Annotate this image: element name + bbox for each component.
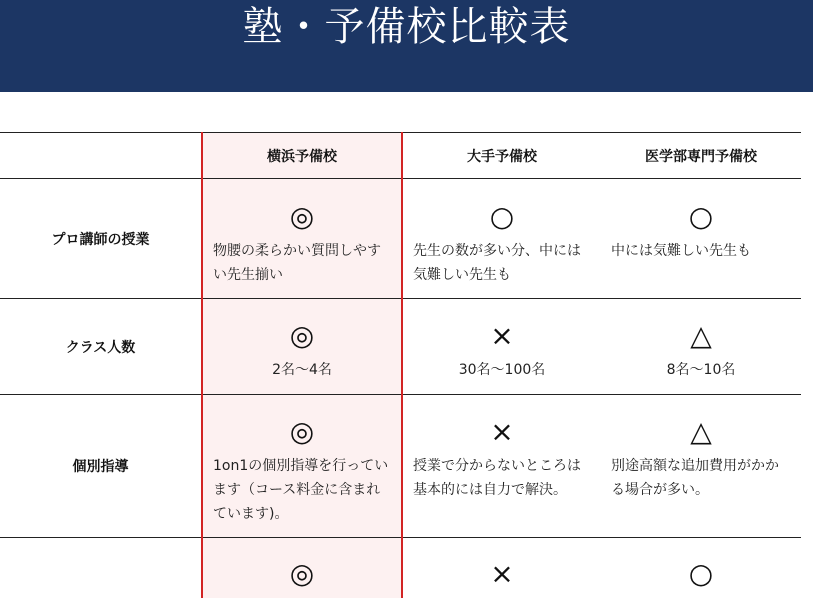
table-cell [402,538,601,598]
table-cell [601,299,801,395]
cell-text: 先生の数が多い分、中には気難しい先生も [413,243,581,283]
table-cell [202,538,402,598]
comparison-table [0,132,801,598]
rating-symbol: ◎ [289,319,315,352]
table-cell [202,179,402,299]
table-cell [601,395,801,538]
header-yokohama-yobiko: 横浜予備校 [202,133,402,179]
table-row [0,299,801,395]
cell-text: 2名〜4名 [272,362,332,378]
page-title: 塾・予備校比較表 [242,4,571,50]
cell-text: 1on1の個別指導を行っています（コース料金に含まれています)。 [213,458,389,522]
table-cell [202,395,402,538]
table-row [0,179,801,299]
title-banner [0,0,813,92]
rating-symbol: × [490,319,514,352]
rating-symbol: ○ [688,557,714,590]
rating-symbol: △ [690,319,712,352]
table-header-row [0,133,801,179]
table-cell [402,299,601,395]
table-row [0,538,801,598]
header-empty [0,133,202,179]
cell-text: 授業で分からないところは基本的には自力で解決。 [413,458,581,498]
table-row [0,395,801,538]
rating-symbol: × [490,557,514,590]
cell-text: 中には気難しい先生も [611,243,751,259]
comparison-table-wrapper [0,132,801,598]
table-cell [202,299,402,395]
row-label: 個別指導 [0,395,202,538]
header-major-yobiko: 大手予備校 [402,133,601,179]
row-label: クラス人数 [0,299,202,395]
rating-symbol: ◎ [289,200,315,233]
table-cell [402,395,601,538]
rating-symbol: ○ [489,200,515,233]
table-cell [402,179,601,299]
rating-symbol: ○ [688,200,714,233]
cell-text: 別途高額な追加費用がかかる場合が多い。 [611,458,779,498]
rating-symbol: △ [690,415,712,448]
cell-text: 8名〜10名 [666,362,736,378]
rating-symbol: ◎ [289,415,315,448]
table-cell [601,538,801,598]
rating-symbol: ◎ [289,557,315,590]
header-medical-yobiko: 医学部専門予備校 [601,133,801,179]
row-label [0,538,202,598]
cell-text: 物腰の柔らかい質問しやすい先生揃い [213,243,381,283]
rating-symbol: × [490,415,514,448]
cell-text: 30名〜100名 [458,362,546,378]
table-cell [601,179,801,299]
row-label: プロ講師の授業 [0,179,202,299]
